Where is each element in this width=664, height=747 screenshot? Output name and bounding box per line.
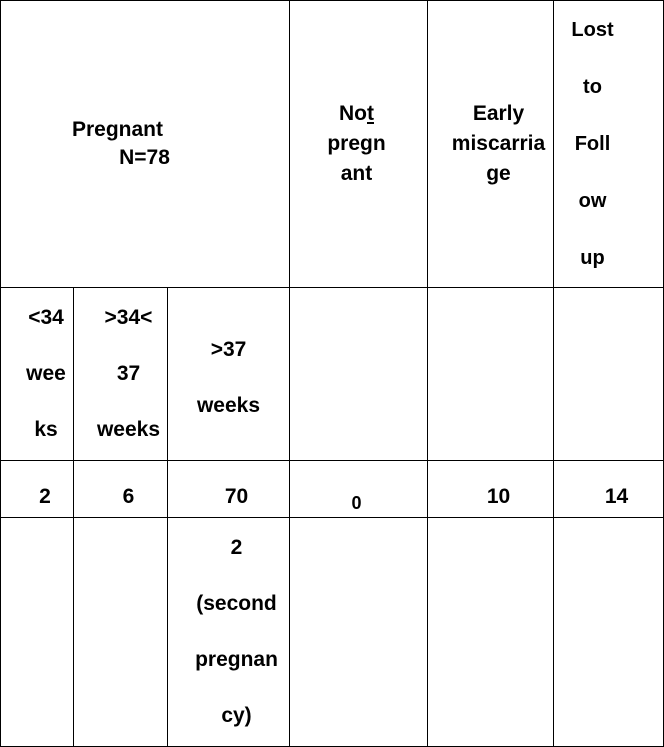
lt34-line1: <34	[28, 306, 64, 329]
between-line1: >34<	[104, 306, 153, 329]
header-lost-to-follow-up	[554, 1, 663, 287]
lost-line2: to	[583, 75, 602, 98]
header-not-pregnant	[290, 1, 427, 287]
count-gt37: 70	[224, 485, 249, 508]
early-line1: Early	[472, 102, 525, 125]
count-not-pregnant: 0	[351, 492, 362, 513]
not-pregnant-line3: ant	[340, 162, 373, 185]
gt37-line1: >37	[210, 338, 247, 361]
pregnant-label: Pregnant	[71, 118, 163, 141]
early-line2: miscarria	[451, 132, 546, 155]
early-line3: ge	[486, 162, 511, 185]
header-early-miscarriage	[428, 1, 553, 287]
note-line3: pregnan	[195, 648, 278, 671]
not-pregnant-line2: pregn	[327, 132, 386, 155]
note-line4: cy)	[221, 704, 252, 727]
lost-line4: ow	[578, 189, 607, 212]
count-lt34: 2	[39, 485, 51, 508]
note-line1: 2	[230, 536, 243, 559]
count-lost-to-follow-up: 14	[604, 485, 629, 508]
lost-line3: Foll	[574, 132, 611, 155]
pregnant-count-label: N=78	[119, 146, 170, 169]
gt37-line2: weeks	[196, 394, 261, 417]
subheader-34-37-weeks	[74, 288, 167, 460]
row-divider-3	[0, 517, 664, 518]
lt34-line2: wee	[26, 362, 66, 385]
note-second-pregnancy	[168, 518, 289, 746]
subheader-lt34-weeks	[1, 288, 73, 460]
lost-line1: Lost	[571, 18, 614, 41]
subheader-gt37-weeks	[168, 288, 289, 460]
lt34-line3: ks	[34, 418, 58, 441]
not-pregnant-line1: Not	[339, 102, 374, 125]
count-34-37: 6	[122, 485, 135, 508]
between-line3: weeks	[96, 418, 161, 441]
count-early-miscarriage: 10	[486, 485, 511, 508]
between-line2: 37	[116, 362, 141, 385]
note-line2: (second	[196, 592, 277, 615]
lost-line5: up	[580, 246, 605, 269]
header-pregnant	[1, 1, 289, 287]
